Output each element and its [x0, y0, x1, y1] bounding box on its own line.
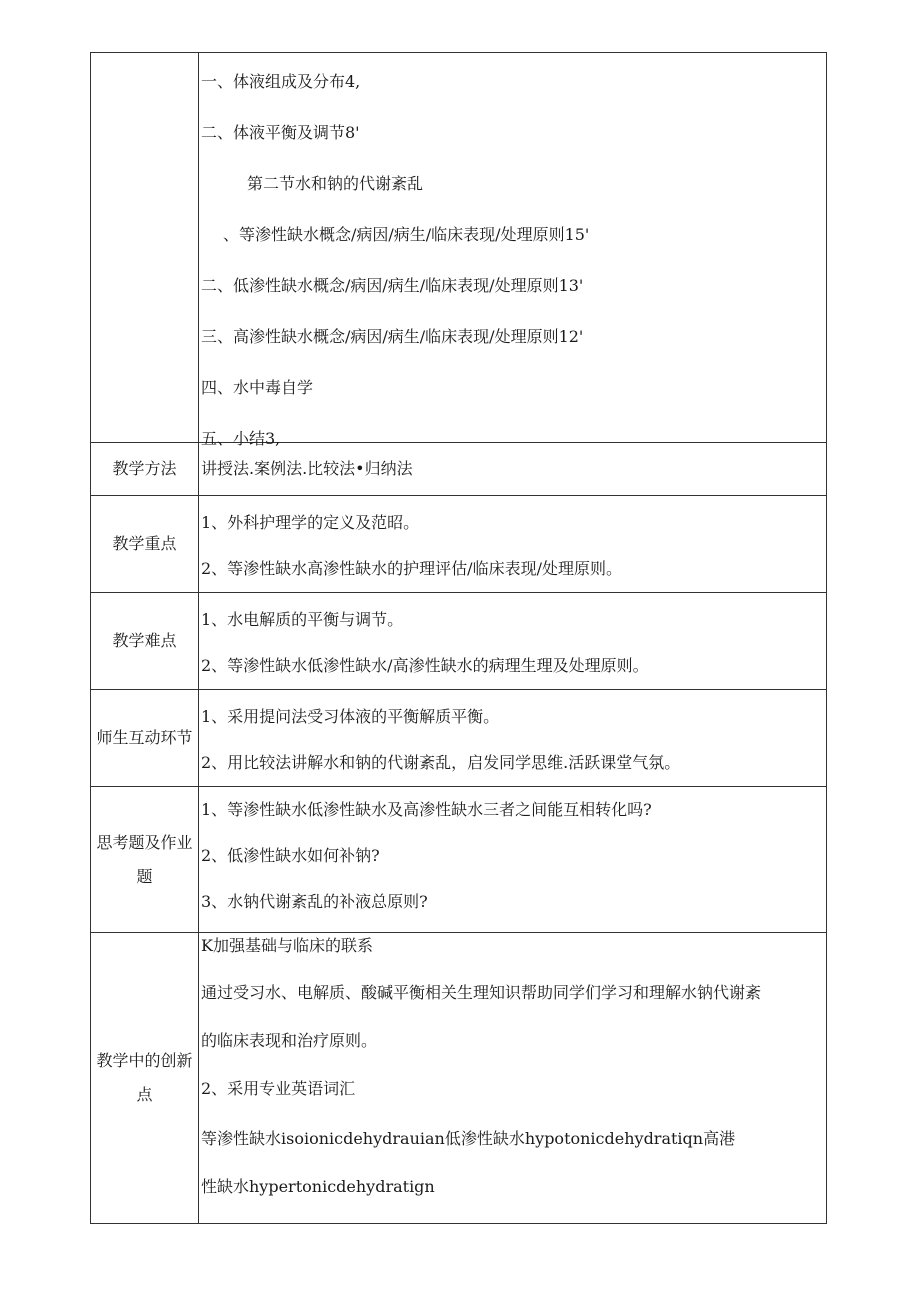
outline-line: 二、体液平衡及调节8' [201, 123, 360, 142]
homework-label [91, 787, 199, 932]
methods-label: 教学方法 [91, 443, 199, 495]
key-point-item: 2、等渗性缺水高渗性缺水的护理评估/临床表现/处理原则。 [201, 559, 622, 578]
innovation-item: 性缺水hypertonicdehydratign [201, 1177, 435, 1196]
outline-line: 二、低渗性缺水概念/病因/病生/临床表现/处理原则13' [201, 276, 584, 295]
outline-cell [199, 53, 826, 448]
difficulties-label: 教学难点 [91, 593, 199, 689]
difficulty-item: 1、水电解质的平衡与调节。 [201, 610, 404, 629]
outline-line: 三、高渗性缺水概念/病因/病生/临床表现/处理原则12' [201, 327, 584, 346]
innovation-item: 的临床表现和治疗原则。 [201, 1031, 378, 1050]
innovation-label-line: 点 [136, 1085, 153, 1104]
innovation-item: K加强基础与临床的联系 [201, 936, 373, 955]
homework-label-line: 题 [136, 866, 153, 886]
methods-cell [199, 443, 826, 495]
table-row-difficulties [91, 592, 826, 689]
outline-line: 四、水中毒自学 [201, 378, 314, 397]
homework-cell [199, 787, 826, 932]
innovation-item: 通过受习水、电解质、酸碱平衡相关生理知识帮助同学们学习和理解水钠代谢紊 [201, 983, 762, 1002]
interaction-cell [199, 690, 826, 786]
outline-line: 一、体液组成及分布4, [201, 72, 361, 91]
homework-item: 1、等渗性缺水低渗性缺水及高渗性缺水三者之间能互相转化吗? [201, 800, 652, 819]
key-points-cell [199, 496, 826, 592]
innovation-item: 等渗性缺水isoionicdehydrauian低渗性缺水hypotonicdehydratiqn高港 [201, 1129, 736, 1148]
difficulty-item: 2、等渗性缺水低渗性缺水/高渗性缺水的病理生理及处理原则。 [201, 656, 649, 675]
innovation-label [91, 933, 199, 1223]
table-row-key-points [91, 495, 826, 592]
empty-label-cell [91, 53, 199, 442]
lesson-plan-table [90, 52, 827, 1224]
key-point-item: 1、外科护理学的定义及范昭。 [201, 513, 420, 532]
innovation-cell [199, 933, 826, 1223]
outline-line: 、等渗性缺水概念/病因/病生/临床表现/处理原则15' [223, 225, 590, 244]
table-row-methods [91, 442, 826, 495]
innovation-label-line: 教学中的创新 [96, 1051, 193, 1070]
key-points-label: 教学重点 [91, 496, 199, 592]
table-row-outline [91, 53, 826, 448]
methods-text: 讲授法.案例法.比较法•归纳法 [201, 459, 413, 478]
outline-line: 五、小结3, [201, 429, 281, 448]
homework-item: 3、水钠代谢紊乱的补液总原则? [201, 892, 428, 911]
table-row-innovation [91, 932, 826, 1223]
interaction-label: 师生互动环节 [91, 690, 199, 786]
difficulties-cell [199, 593, 826, 689]
interaction-item: 1、采用提问法受习体液的平衡解质平衡。 [201, 707, 500, 726]
table-row-interaction [91, 689, 826, 786]
homework-label-line: 思考题及作业 [96, 832, 193, 852]
interaction-item: 2、用比较法讲解水和钠的代谢紊乱，启发同学思维.活跃课堂气氛。 [201, 753, 681, 772]
table-row-homework [91, 786, 826, 932]
section-heading: 第二节水和钠的代谢紊乱 [247, 174, 424, 193]
homework-item: 2、低渗性缺水如何补钠? [201, 846, 380, 865]
innovation-item: 2、采用专业英语词汇 [201, 1079, 356, 1098]
